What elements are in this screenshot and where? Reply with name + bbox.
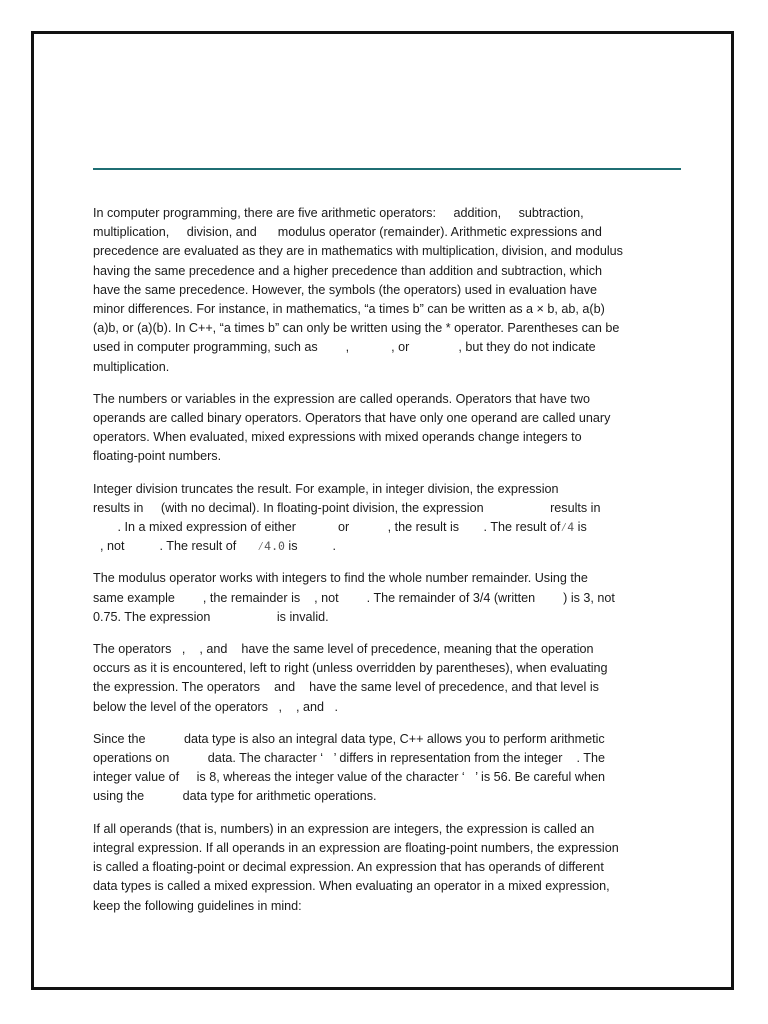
not-prefix-text: , not . The result of xyxy=(100,539,237,554)
inline-code-float: ⁄4.0 xyxy=(257,539,285,554)
paragraph-arithmetic-operators: In computer programming, there are five arithmetic operators: addition, subtraction, multiplication, division, and modulus operator (remainder). Arithmetic expressions and precedence are evaluated as they are in mathematics with multiplication, division, and modulus having the same precedence and a higher precedence than addition and subtraction, which have the same precedence. However, the symbols (the operators) used in evaluation have minor differences. For instance, in mathematics, “a times b” can be written as a × b, ab, a(b) (a)b, or (a)(b). In C++, “a times b” can only be written using the * operator. Parentheses can be used in computer programming, such as , , or , but they do not indicate multiplication. xyxy=(93,206,623,374)
paragraph-integer-division xyxy=(93,480,683,557)
document-body xyxy=(93,204,683,929)
inline-code-div: ⁄4 xyxy=(560,520,575,535)
is-suffix-text: is . xyxy=(284,539,337,554)
document-page xyxy=(31,31,734,990)
paragraph-operands: The numbers or variables in the expression are called operands. Operators that have two operands are called binary operators. Operators that have only one operand are called unary operators. When evaluated, mixed expressions with mixed operands change integers to floating-point numbers. xyxy=(93,391,611,464)
integer-division-text: Integer division truncates the result. For example, in integer division, the expression results in (with no decimal). In floating-point division, the expression results in . In a mixed expression of either or , the result is . The result of xyxy=(93,481,601,535)
is-word: is xyxy=(577,520,587,535)
paragraph-expressions: If all operands (that is, numbers) in an expression are integers, the expression is called an integral expression. If all operands in an expression are floating-point numbers, the expression is called a floating-point or decimal expression. An expression that has operands of different data types is called a mixed expression. When evaluating an operator in a mixed expression, keep the following guidelines in mind: xyxy=(93,821,619,913)
paragraph-precedence: The operators , , and have the same level of precedence, meaning that the operation occurs as it is encountered, left to right (unless overridden by parentheses), when evaluating the expression. The operators and have the same level of precedence, and that level is below the level of the operators , , and . xyxy=(93,642,608,714)
paragraph-modulus: The modulus operator works with integers to find the whole number remainder. Using the same example , the remainder is , not . The remainder of 3/4 (written ) is 3, not 0.75. The expression is invalid. xyxy=(93,571,615,624)
header-divider xyxy=(93,168,681,170)
paragraph-char-type: Since the data type is also an integral data type, C++ allows you to perform arithmetic operations on data. The character ‘ ’ differs in representation from the integer . The integer value of is 8, whereas the integer value of the character ‘ ’ is 56. Be careful when using the data type for arithmetic operations. xyxy=(93,731,605,804)
